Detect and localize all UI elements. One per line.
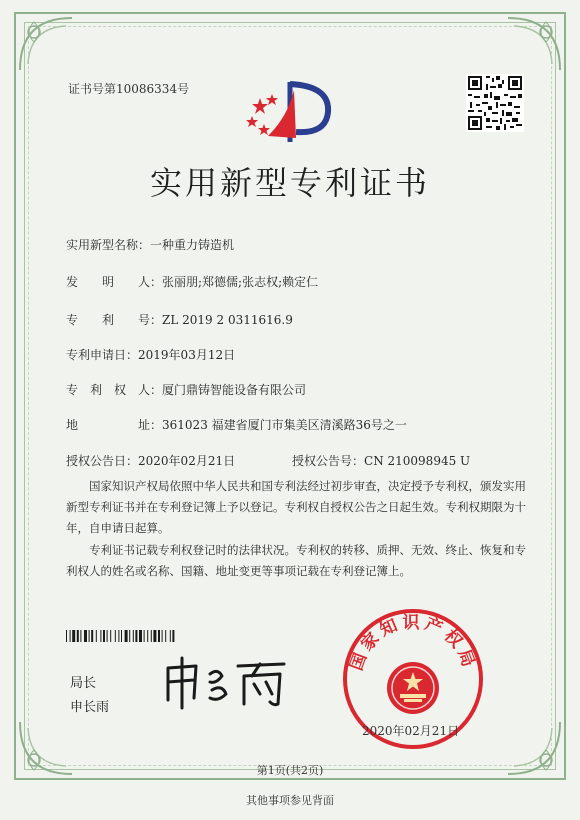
field-label: 地 址： [66, 418, 163, 432]
field-label: 专利申请日： [66, 348, 139, 362]
field-value: 361023 福建省厦门市集美区清溪路36号之一 [162, 418, 407, 432]
field-value: 2020年02月21日 [138, 454, 236, 468]
field-grant-date [66, 452, 235, 469]
field-value: 张丽朋;郑德儒;张志权;赖定仁 [162, 275, 319, 289]
field-patent-number [66, 311, 293, 328]
field-grant-number [292, 452, 470, 469]
seal-date: 2020年02月21日 [362, 724, 460, 738]
certificate-number: 证书号第10086334号 [68, 82, 190, 96]
seal-text: 国家知识产权局 [346, 612, 480, 674]
field-application-date [66, 346, 235, 363]
field-label: 专 利 权 人： [66, 383, 163, 397]
cnipa-logo-icon [238, 76, 338, 148]
field-label: 实用新型名称： [66, 238, 151, 252]
field-address [66, 416, 407, 433]
field-value: 2019年03月12日 [138, 348, 236, 362]
field-value: 厦门鼎铸智能设备有限公司 [162, 383, 307, 397]
field-label: 授权公告号： [292, 454, 365, 468]
field-label: 发 明 人： [66, 275, 163, 289]
body-paragraph: 专利证书记载专利权登记时的法律状况。专利权的转移、质押、无效、终止、恢复和专利权人的姓名或名称、国籍、地址变更等事项记载在专利登记簿上。 [66, 543, 526, 578]
body-paragraph: 国家知识产权局依照中华人民共和国专利法经过初步审查，决定授予专利权，颁发实用新型专利证书并在专利登记簿上予以登记。专利权自授权公告之日起生效。专利权期限为十年，自申请日起算。 [66, 479, 526, 535]
field-patentee [66, 381, 306, 398]
field-value: ZL 2019 2 0311616.9 [162, 313, 293, 327]
field-label: 专 利 号： [66, 313, 163, 327]
corner-ornament-icon [504, 14, 564, 74]
director-name: 申长雨 [70, 700, 110, 715]
field-inventors [66, 273, 318, 290]
field-label: 授权公告日： [66, 454, 139, 468]
field-value: CN 210098945 U [364, 454, 471, 468]
qr-code-icon [466, 74, 524, 132]
field-value: 一种重力铸造机 [150, 238, 235, 252]
barcode-icon [66, 630, 284, 642]
certificate-title: 实用新型专利证书 [149, 164, 430, 202]
corner-ornament-icon [16, 14, 76, 74]
footer-note: 其他事项参见背面 [246, 794, 334, 807]
handwritten-signature-icon [160, 654, 300, 710]
director-title: 局长 [70, 676, 97, 691]
page-number: 第1页(共2页) [256, 764, 324, 777]
field-utility-model-name [66, 236, 234, 253]
